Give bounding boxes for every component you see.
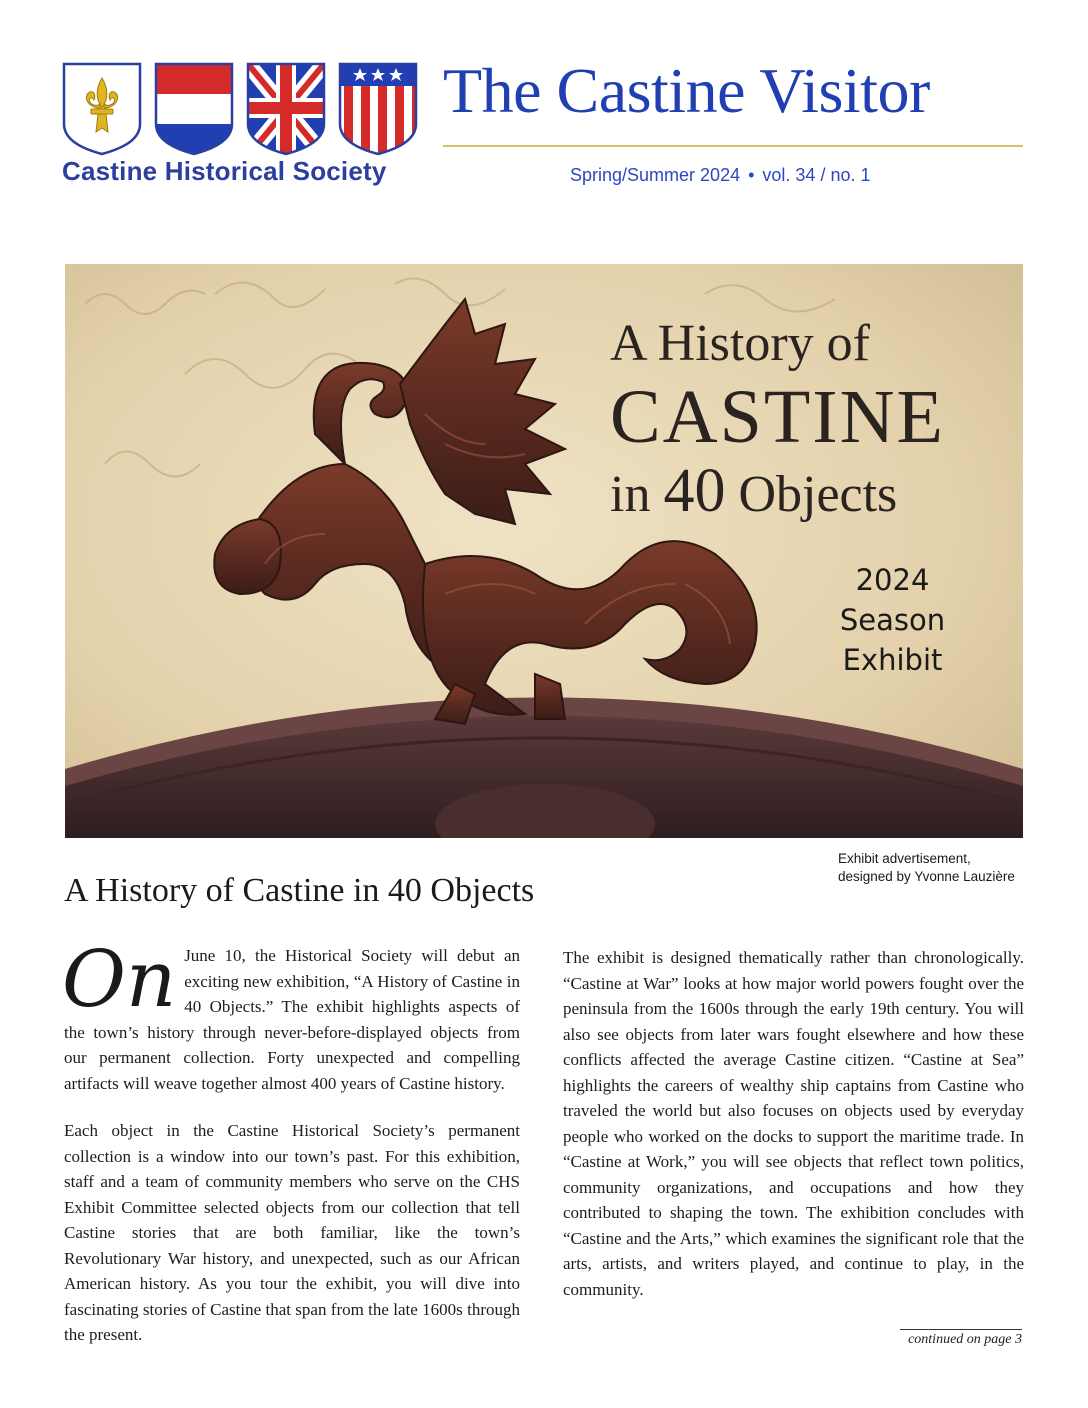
article-paragraph-3: The exhibit is designed thematically rather than chronologically. “Castine at War” looks at how major world powers fought over the peninsula from the 1600s through the early 19th century. You will also see objects from later wars fought elsewhere and how these conflicts affected the average Castine citizen. “Castine at Sea” highlights the careers of wealthy ship captains from Castine who traveled the world but also focuses on objects used by everyday people who worked on the docks to support the maritime trade. In “Castine at Work,” you will see objects that reflect town politics, community organizations, and occupations and how they contributed to shaping the town. The exhibition concludes with “Castine and the Arts,” which examines the significant role that the arts, artists, and writers played, and continue to play, in the community. — [563, 948, 1024, 1299]
caption-line-1: Exhibit advertisement, — [838, 851, 971, 866]
issue-line — [570, 165, 870, 186]
exhibit-title-objects: Objects — [738, 466, 898, 523]
issue-separator: • — [748, 165, 755, 185]
drop-cap: On — [62, 935, 177, 1025]
exhibit-title-in: in — [610, 466, 651, 523]
article-paragraph-2: Each object in the Castine Historical Society’s permanent collection is a window into our town’s past. For this exhibition, staff and a team of community members who serve on the CHS Exhibit Committee selected objects from our collection that tell Castine stories that are both familiar, like the town’s Revolutionary War history, and unexpected, such as our African American history. As you tour the exhibit, you will dive into fascinating stories of Castine that span from the late 1600s through the present. — [64, 1121, 520, 1344]
society-name: Castine Historical Society — [62, 156, 387, 186]
heraldic-shields-logo — [62, 62, 418, 156]
article-column-left — [62, 935, 520, 1348]
continued-link[interactable]: continued on page 3 — [908, 1332, 1022, 1347]
article-headline: A History of Castine in 40 Objects — [64, 872, 535, 909]
caption-line-2: designed by Yvonne Lauzière — [838, 869, 1015, 884]
issue-season: Spring/Summer 2024 — [570, 165, 741, 185]
exhibit-label: Exhibit — [842, 643, 943, 677]
season-label: Season — [839, 603, 946, 637]
continued-divider — [900, 1329, 1022, 1330]
fleur-de-lis-shield-icon — [64, 64, 140, 154]
article-column-right — [563, 945, 1024, 1302]
exhibit-title-line-1: A History of — [610, 315, 870, 372]
season-year: 2024 — [855, 563, 930, 597]
article-paragraph-1 — [62, 935, 520, 1096]
carved-dragon-photo-icon — [65, 264, 1023, 838]
exhibit-title-number: 40 — [663, 457, 726, 525]
title-divider — [443, 145, 1023, 147]
image-caption — [838, 850, 1015, 886]
newsletter-title: The Castine Visitor — [443, 55, 930, 126]
season-exhibit-badge — [805, 560, 980, 680]
article-paragraph-1-text: June 10, the Historical Society will debut an exciting new exhibition, “A History of Castine in 40 Objects.” The exhibit highlights aspects of the town’s history through never-before-displayed objects from our permanent collection. Forty unexpected and compelling artifacts will weave together almost 400 years of Castine history. — [64, 946, 520, 1093]
issue-volume: vol. 34 / no. 1 — [762, 165, 871, 185]
exhibit-title-line-3 — [610, 456, 897, 527]
exhibit-advertisement — [65, 264, 1023, 838]
exhibit-title-line-2: CASTINE — [610, 375, 945, 459]
